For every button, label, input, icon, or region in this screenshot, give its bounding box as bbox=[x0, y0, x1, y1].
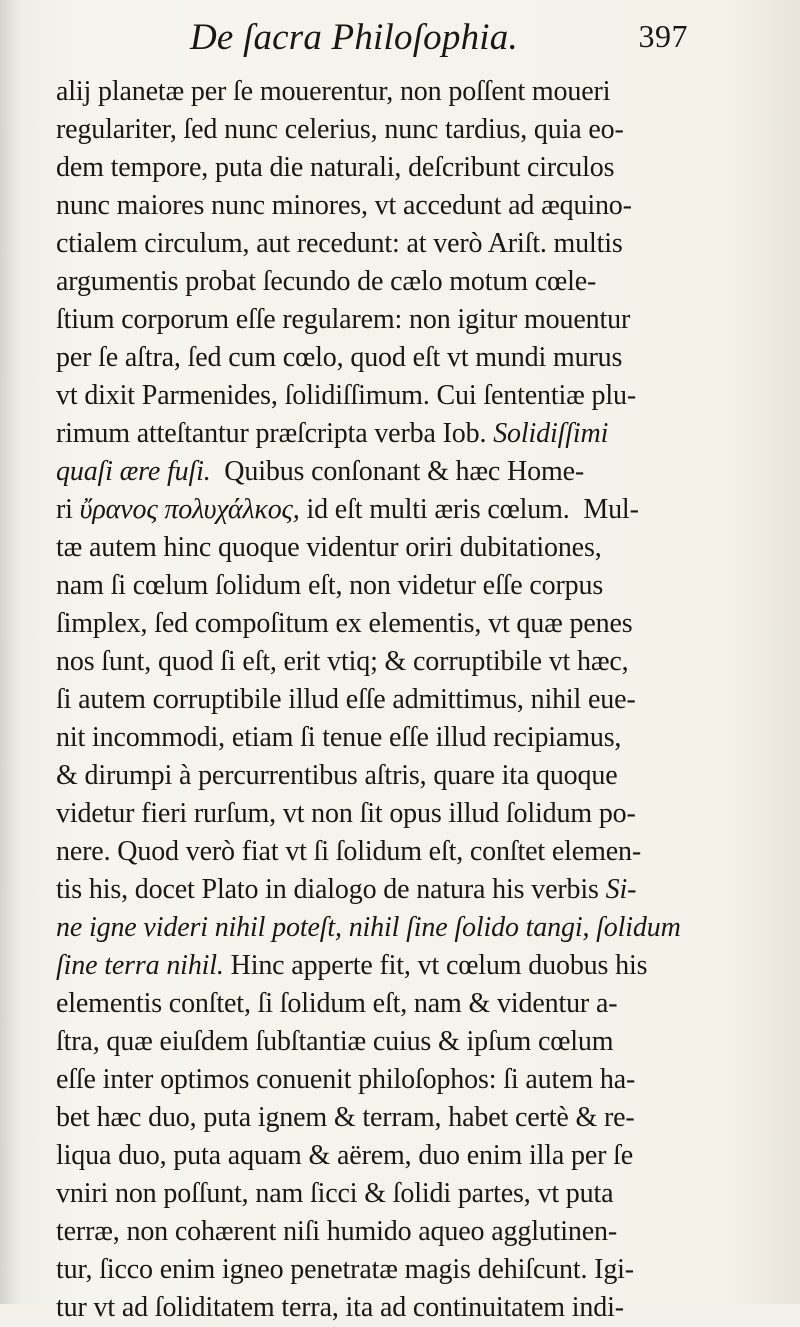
text-line bbox=[56, 909, 716, 947]
text-segment: eſſe inter optimos conuenit philoſophos: ſi autem ha- bbox=[56, 1064, 636, 1095]
text-segment: vt dixit Parmenides, ſolidiſſimum. Cui ſententiæ plu- bbox=[56, 380, 637, 411]
italic-text-segment: ſine terra nihil. bbox=[56, 950, 224, 981]
italic-text-segment: ne igne videri nihil poteſt, nihil ſine ſolido tangi, ſolidum bbox=[56, 912, 681, 943]
text-line bbox=[56, 1251, 716, 1289]
text-segment: per ſe aſtra, ſed cum cœlo, quod eſt vt mundi murus bbox=[56, 342, 623, 373]
text-line bbox=[56, 339, 716, 377]
text-segment: videtur fieri rurſum, vt non ſit opus illud ſolidum po- bbox=[56, 798, 636, 829]
text-line bbox=[56, 643, 716, 681]
text-segment: regulariter, ſed nunc celerius, nunc tardius, quia eo- bbox=[56, 114, 624, 145]
text-segment: elementis conſtet, ſi ſolidum eſt, nam & videntur a- bbox=[56, 988, 618, 1019]
text-line bbox=[56, 73, 716, 111]
text-line bbox=[56, 567, 716, 605]
italic-text-segment: ὔρανος πολυχάλκος, bbox=[79, 494, 300, 525]
page-number: 397 bbox=[638, 18, 688, 54]
running-header bbox=[0, 16, 800, 64]
text-line bbox=[56, 263, 716, 301]
text-segment: nam ſi cœlum ſolidum eſt, non videtur eſſe corpus bbox=[56, 570, 604, 601]
text-segment: nit incommodi, etiam ſi tenue eſſe illud recipiamus, bbox=[56, 722, 622, 753]
text-segment: ctialem circulum, aut recedunt: at verò Ariſt. multis bbox=[56, 228, 623, 259]
text-line bbox=[56, 833, 716, 871]
text-segment: ſimplex, ſed compoſitum ex elementis, vt quæ penes bbox=[56, 608, 633, 639]
header-title: De ſacra Philoſophia. bbox=[190, 17, 518, 58]
text-line bbox=[56, 1099, 716, 1137]
text-line bbox=[56, 871, 716, 909]
text-segment: nos ſunt, quod ſi eſt, erit vtiq; & corruptibile vt hæc, bbox=[56, 646, 629, 677]
text-segment: nere. Quod verò fiat vt ſi ſolidum eſt, conſtet elemen- bbox=[56, 836, 642, 867]
text-segment: & dirumpi à percurrentibus aſtris, quare ita quoque bbox=[56, 760, 618, 791]
text-line bbox=[56, 187, 716, 225]
text-line bbox=[56, 1213, 716, 1251]
text-line bbox=[56, 1023, 716, 1061]
text-segment: bet hæc duo, puta ignem & terram, habet certè & re- bbox=[56, 1102, 635, 1133]
text-segment: tur, ſicco enim igneo penetratæ magis dehiſcunt. Igi- bbox=[56, 1254, 634, 1285]
text-line bbox=[56, 111, 716, 149]
text-line bbox=[56, 757, 716, 795]
text-segment: ſi autem corruptibile illud eſſe admittimus, nihil eue- bbox=[56, 684, 636, 715]
text-segment: tæ autem hinc quoque videntur oriri dubitationes, bbox=[56, 532, 602, 563]
text-segment: argumentis probat ſecundo de cælo motum cœle- bbox=[56, 266, 597, 297]
italic-text-segment: Solidiſſimi bbox=[493, 418, 609, 449]
text-line bbox=[56, 149, 716, 187]
text-line bbox=[56, 491, 716, 529]
text-line bbox=[56, 947, 716, 985]
italic-text-segment: quaſi ære fuſi. bbox=[56, 456, 211, 487]
text-segment: ri bbox=[56, 494, 80, 525]
text-segment: terræ, non cohærent niſi humido aqueo agglutinen- bbox=[56, 1216, 618, 1247]
text-line bbox=[56, 1175, 716, 1213]
text-line bbox=[56, 795, 716, 833]
text-segment: dem tempore, puta die naturali, deſcribunt circulos bbox=[56, 152, 615, 183]
text-segment: alij planetæ per ſe mouerentur, non poſſent moueri bbox=[56, 76, 611, 107]
text-line bbox=[56, 985, 716, 1023]
text-line bbox=[56, 377, 716, 415]
text-segment: rimum atteſtantur præſcripta verba Iob. bbox=[56, 418, 494, 449]
text-line bbox=[56, 1061, 716, 1099]
text-segment: Quibus conſonant & hæc Home- bbox=[210, 456, 585, 487]
text-line bbox=[56, 453, 716, 491]
text-line bbox=[56, 1289, 716, 1327]
text-line bbox=[56, 605, 716, 643]
text-line bbox=[56, 719, 716, 757]
text-segment: tur vt ad ſoliditatem terra, ita ad continuitatem indi- bbox=[56, 1292, 624, 1323]
text-segment: ſtium corporum eſſe regularem: non igitur mouentur bbox=[56, 304, 631, 335]
text-line bbox=[56, 301, 716, 339]
text-line bbox=[56, 225, 716, 263]
text-segment: nunc maiores nunc minores, vt accedunt ad æquino- bbox=[56, 190, 632, 221]
text-segment: Hinc apperte fit, vt cœlum duobus his bbox=[223, 950, 648, 981]
text-segment: tis his, docet Plato in dialogo de natura his verbis bbox=[56, 874, 606, 905]
text-line bbox=[56, 415, 716, 453]
body-text bbox=[56, 73, 716, 1327]
text-segment: ſtra, quæ eiuſdem ſubſtantiæ cuius & ipſum cœlum bbox=[56, 1026, 614, 1057]
text-line bbox=[56, 529, 716, 567]
text-line bbox=[56, 1137, 716, 1175]
text-segment: id eſt multi æris cœlum. Mul- bbox=[299, 494, 639, 525]
text-segment: liqua duo, puta aquam & aërem, duo enim illa per ſe bbox=[56, 1140, 634, 1171]
italic-text-segment: Si- bbox=[605, 874, 637, 905]
text-segment: vniri non poſſunt, nam ſicci & ſolidi partes, vt puta bbox=[56, 1178, 614, 1209]
text-line bbox=[56, 681, 716, 719]
